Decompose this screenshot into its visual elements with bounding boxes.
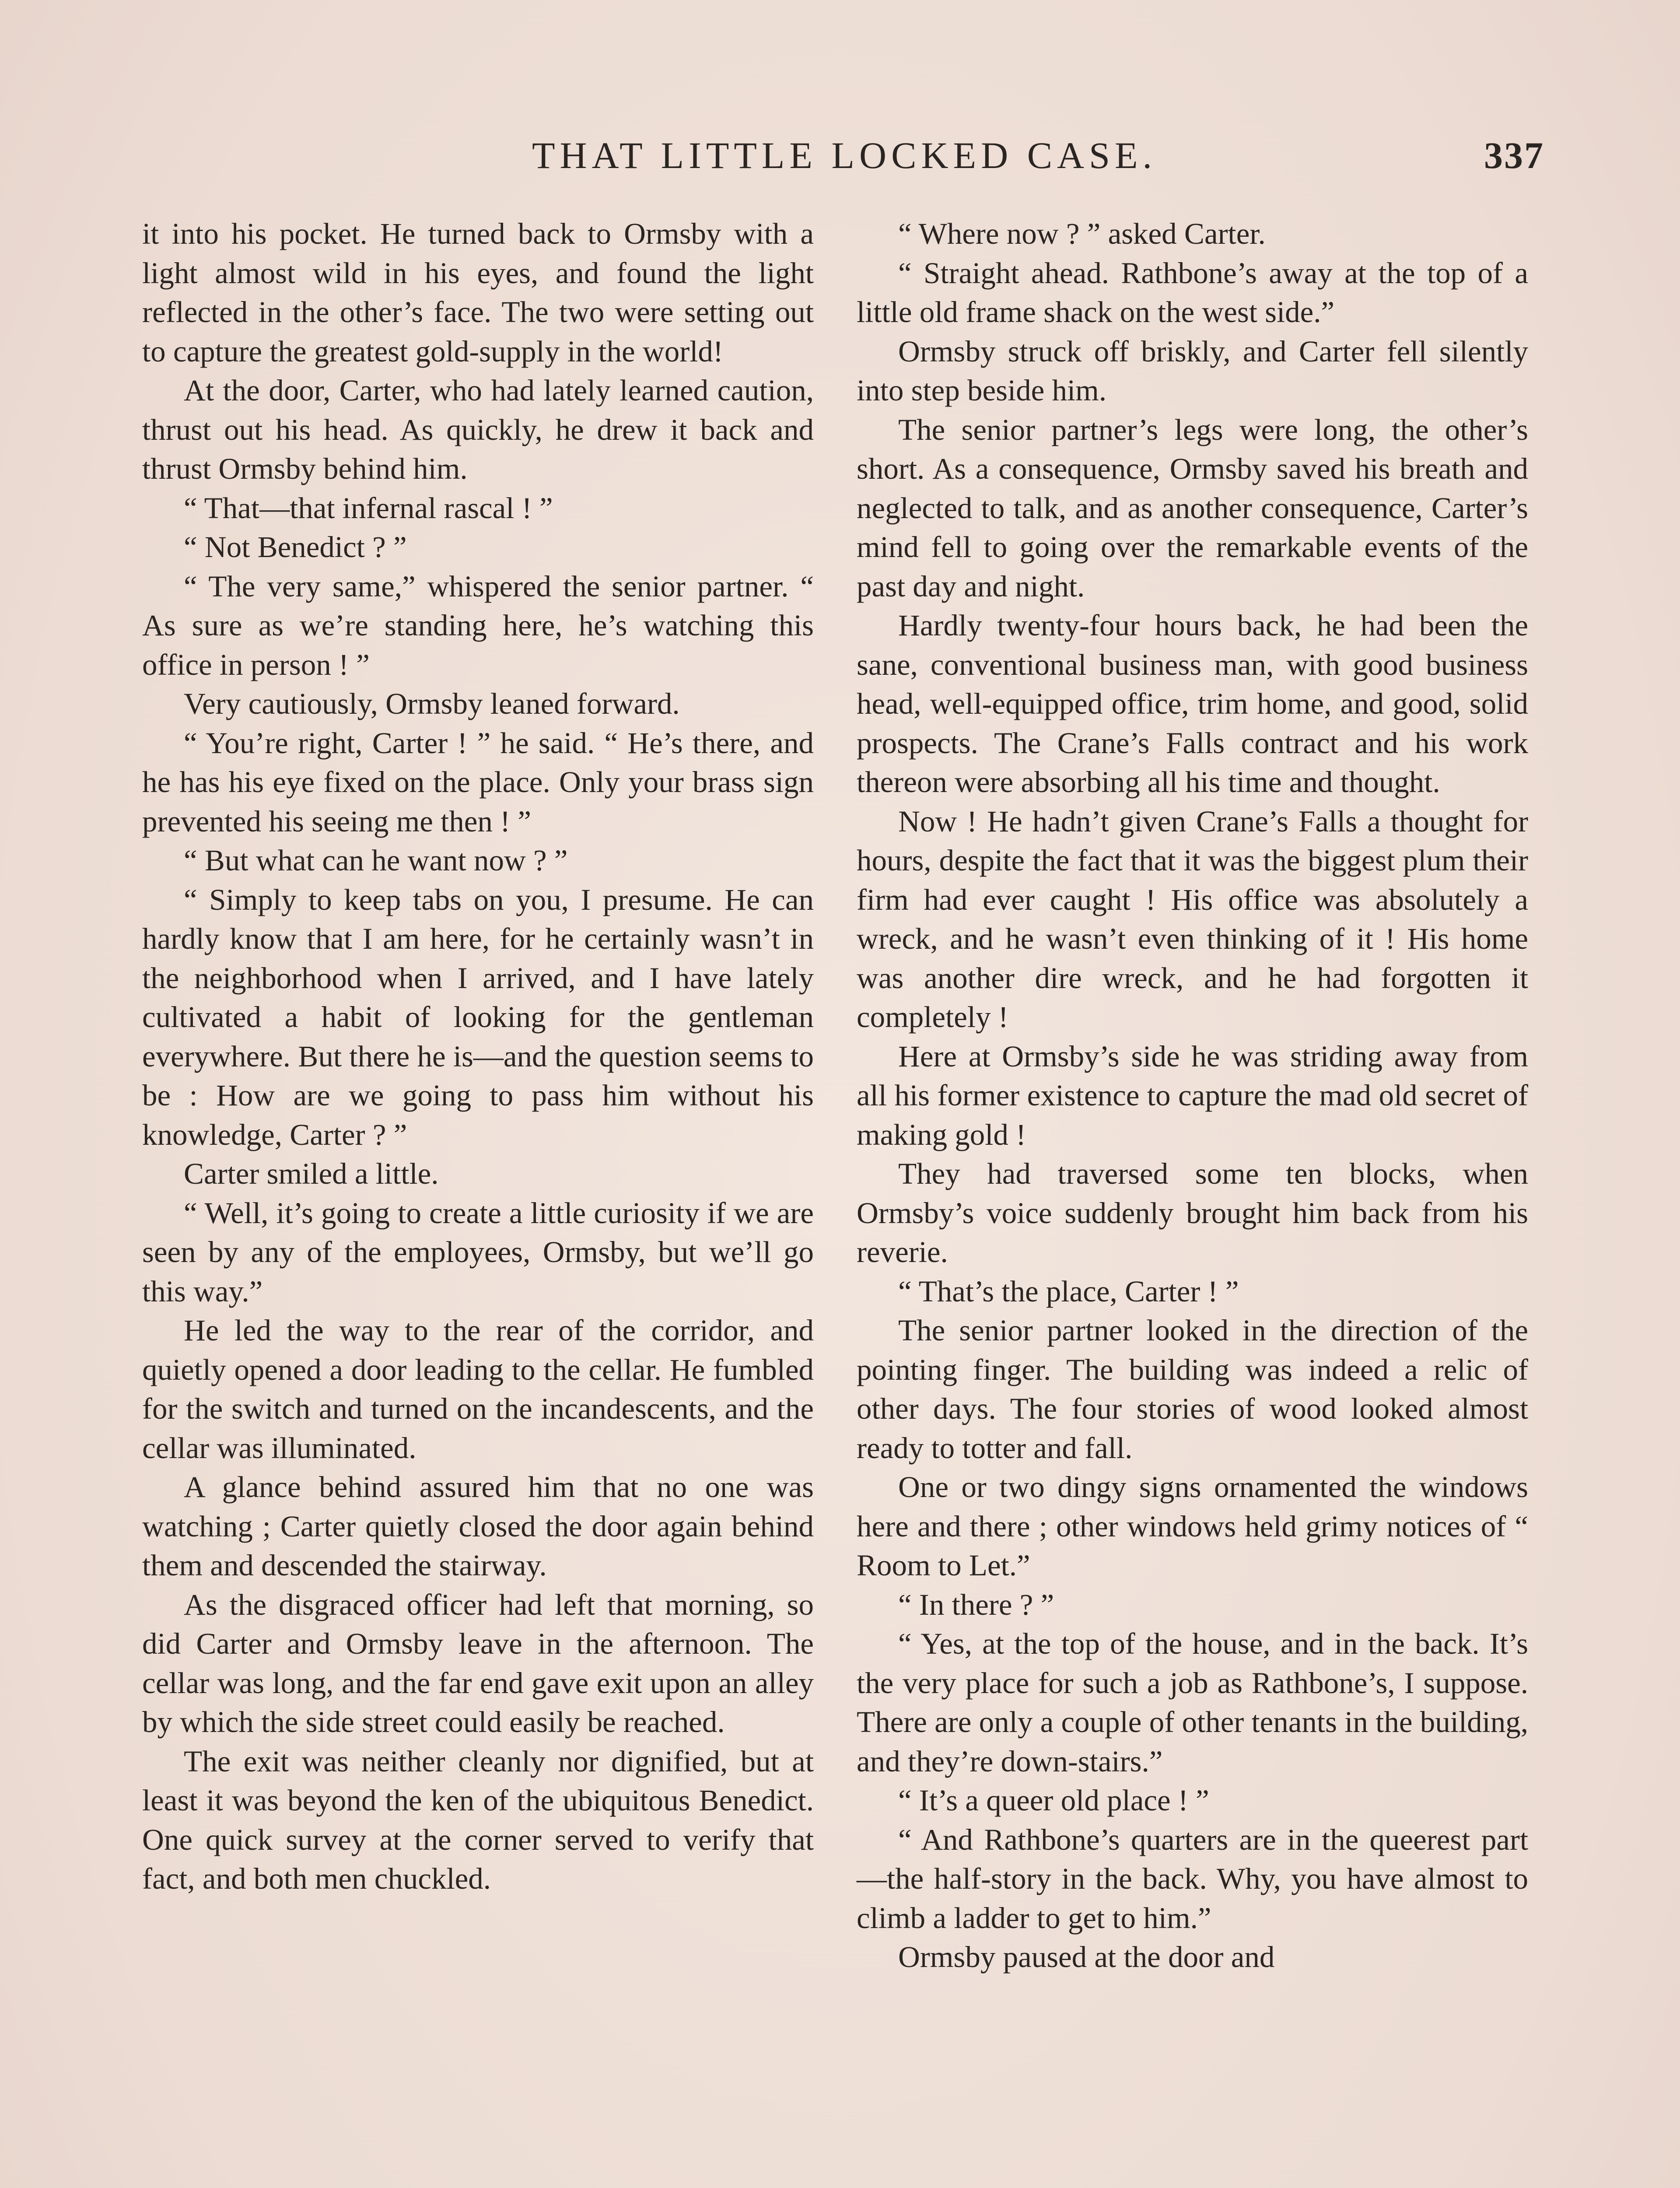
paragraph: “ That—that infernal rascal ! ”: [184, 491, 553, 525]
paragraph: “ And Rathbone’s quarters are in the queerest part—the half-story in the back. Why, you have almost to climb a ladder to get to him.”: [857, 1823, 1528, 1935]
paragraph: The senior partner’s legs were long, the other’s short. As a consequence, Ormsby saved his breath and neglected to talk, and as another consequence, Carter’s mind fell to going over the remarkable events of the past day and night.: [857, 413, 1528, 603]
paragraph: “ Straight ahead. Rathbone’s away at the top of a little old frame shack on the west side.”: [857, 256, 1528, 329]
running-title: THAT LITTLE LOCKED CASE.: [532, 134, 1157, 176]
paragraph: Ormsby paused at the door and: [898, 1940, 1275, 1974]
paragraph: “ Where now ? ” asked Carter.: [898, 217, 1266, 250]
paragraph: “ Simply to keep tabs on you, I presume. He can hardly know that I am here, for he certainly wasn’t in the neighborhood when I arrived, and I have lately cultivated a habit of looking for the gentleman everywhere. But there he is—and the question seems to be : How are we going to pass him without his knowledge, Carter ? ”: [142, 883, 814, 1151]
paragraph: He led the way to the rear of the corridor, and quietly opened a door leading to the cellar. He fumbled for the switch and turned on the incandescents, and the cellar was illuminated.: [142, 1314, 814, 1465]
paragraph: One or two dingy signs ornamented the windows here and there ; other windows held grimy notices of “ Room to Let.”: [857, 1470, 1528, 1582]
page-number: 337: [1484, 134, 1544, 176]
page-header: [144, 127, 1544, 184]
paragraph: Here at Ormsby’s side he was striding away from all his former existence to capture the mad old secret of making gold !: [857, 1039, 1528, 1151]
paragraph: it into his pocket. He turned back to Ormsby with a light almost wild in his eyes, and found the light reflected in the other’s face. The two were setting out to capture the greatest gold-supply in the world!: [142, 217, 814, 368]
paragraph: The senior partner looked in the direction of the pointing finger. The building was indeed a relic of other days. The four stories of wood looked almost ready to totter and fall.: [857, 1314, 1528, 1465]
paragraph: They had traversed some ten blocks, when Ormsby’s voice suddenly brought him back from his reverie.: [857, 1157, 1528, 1269]
paragraph: “ You’re right, Carter ! ” he said. “ He’s there, and he has his eye fixed on the place. Only your brass sign prevented his seeing me then ! ”: [142, 726, 814, 838]
paragraph: Very cautiously, Ormsby leaned forward.: [184, 687, 680, 720]
paragraph: As the disgraced officer had left that morning, so did Carter and Ormsby leave in the afternoon. The cellar was long, and the far end gave exit upon an alley by which the side street could easily be reached.: [142, 1588, 814, 1739]
paragraph: “ Yes, at the top of the house, and in the back. It’s the very place for such a job as Rathbone’s, I suppose. There are only a couple of other tenants in the building, and they’re down-stairs.”: [857, 1627, 1528, 1778]
text-column-left: [142, 214, 814, 1899]
paragraph: “ Well, it’s going to create a little curiosity if we are seen by any of the employees, Ormsby, but we’ll go this way.”: [142, 1196, 814, 1308]
paragraph: Now ! He hadn’t given Crane’s Falls a thought for hours, despite the fact that it was the biggest plum their firm had ever caught ! His office was absolutely a wreck, and he wasn’t even thinking of it ! His home was another dire wreck, and he had forgotten it completely !: [857, 804, 1528, 1034]
paragraph: Ormsby struck off briskly, and Carter fell silently into step beside him.: [857, 334, 1528, 407]
paragraph: Hardly twenty-four hours back, he had been the sane, conventional business man, with good business head, well-equipped office, trim home, and good, solid prospects. The Crane’s Falls contract and his work thereon were absorbing all his time and thought.: [857, 609, 1528, 799]
paragraph: The exit was neither cleanly nor dignified, but at least it was beyond the ken of the ubiquitous Benedict. One quick survey at the corner served to verify that fact, and both men chuckled.: [142, 1744, 814, 1895]
paragraph: “ Not Benedict ? ”: [184, 530, 407, 564]
paragraph: “ But what can he want now ? ”: [184, 844, 568, 877]
paragraph: “ The very same,” whispered the senior partner. “ As sure as we’re standing here, he’s watching this office in person ! ”: [142, 569, 814, 681]
paragraph: At the door, Carter, who had lately learned caution, thrust out his head. As quickly, he drew it back and thrust Ormsby behind him.: [142, 374, 814, 485]
paragraph: “ It’s a queer old place ! ”: [898, 1784, 1209, 1817]
paragraph: A glance behind assured him that no one was watching ; Carter quietly closed the door again behind them and descended the stairway.: [142, 1470, 814, 1582]
text-column-right: [857, 214, 1528, 1977]
paragraph: Carter smiled a little.: [184, 1157, 439, 1190]
paragraph: “ That’s the place, Carter ! ”: [898, 1274, 1239, 1308]
paragraph: “ In there ? ”: [898, 1588, 1054, 1621]
